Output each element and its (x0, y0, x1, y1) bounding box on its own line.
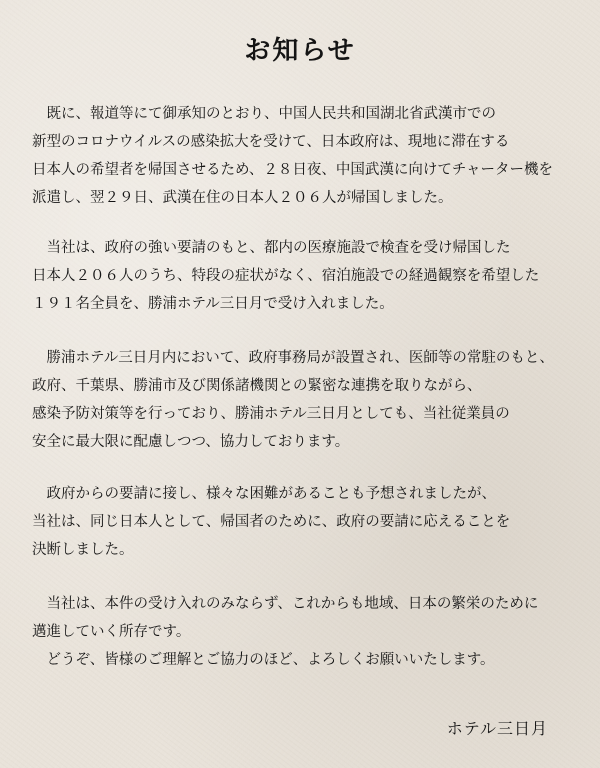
paragraph-cooperation: 勝浦ホテル三日月内において、政府事務局が設置され、医師等の常駐のもと、 政府、千葉県、勝浦市及び関係諸機関との緊密な連携を取りながら、 感染予防対策等を行っており、勝浦ホテル三日月としても、当社従業員の 安全に最大限に配慮しつつ、協力しております。 (32, 350, 554, 450)
paragraph-decision: 政府からの要請に接し、様々な困難があることも予想されましたが、 当社は、同じ日本人として、帰国者のために、政府の要請に応えることを 決断しました。 (32, 486, 511, 558)
paragraph-evacuation-report: 既に、報道等にて御承知のとおり、中国人民共和国湖北省武漢市での 新型のコロナウイルスの感染拡大を受けて、日本政府は、現地に滞在する 日本人の希望者を帰国させるため、２８日夜、中国武漢に向けてチャーター機を 派遣し、翌２９日、武漢在住の日本人２０６人が帰国しました。 (32, 106, 553, 206)
notice-title: お知らせ (244, 36, 356, 66)
paragraph-acceptance: 当社は、政府の強い要請のもと、都内の医療施設で検査を受け帰国した 日本人２０６人のうち、特段の症状がなく、宿泊施設での経過観察を希望した １９１名全員を、勝浦ホテル三日月で受け入れました。 (32, 240, 540, 312)
signature: ホテル三日月 (446, 719, 548, 738)
paragraph-closing: 当社は、本件の受け入れのみならず、これからも地域、日本の繁栄のために 邁進していく所存です。 どうぞ、皆様のご理解とご協力のほど、よろしくお願いいたします。 (32, 596, 539, 668)
